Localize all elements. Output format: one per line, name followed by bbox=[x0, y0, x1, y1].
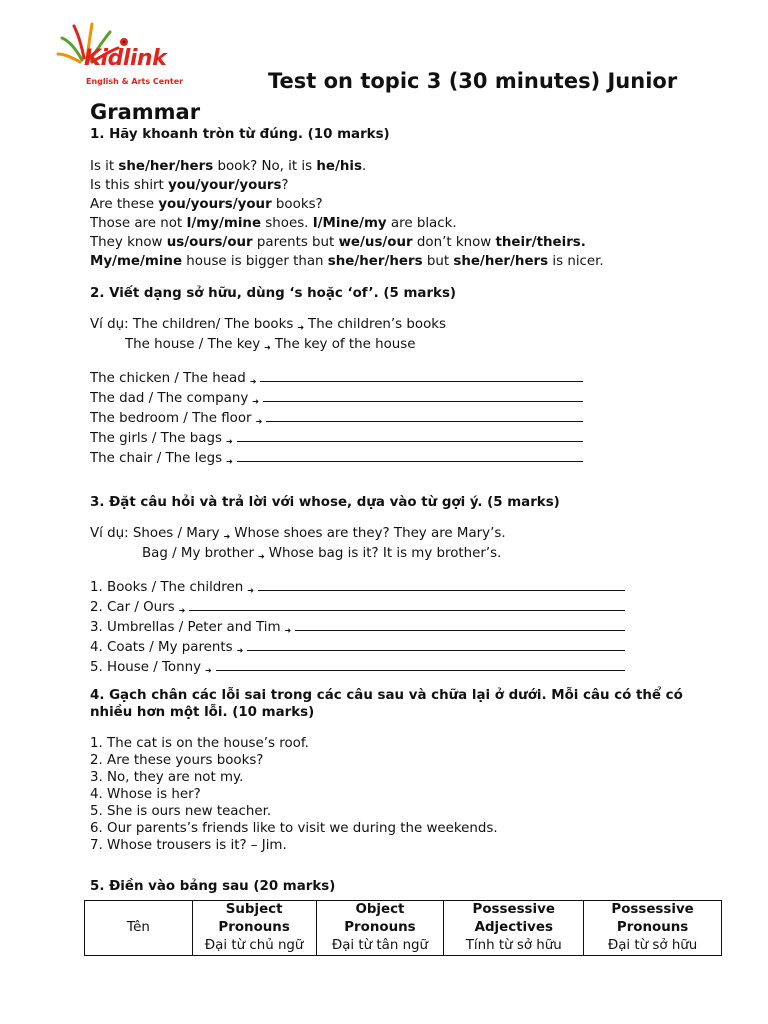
answer-blank[interactable] bbox=[247, 640, 624, 651]
exercise-item bbox=[90, 579, 730, 599]
section5-title: 5. Điền vào bảng sau (20 marks) bbox=[90, 879, 336, 894]
choice-options: she/her/hers bbox=[327, 254, 423, 269]
exercise-item bbox=[90, 659, 730, 679]
arrow-right-icon: ➜ bbox=[247, 586, 254, 595]
example-answer: Whose bag is it? It is my brother’s. bbox=[268, 546, 502, 561]
page-title: Test on topic 3 (30 minutes) Junior bbox=[268, 69, 678, 93]
section2-items bbox=[90, 370, 730, 470]
item-prompt: The chair / The legs bbox=[90, 451, 223, 466]
sentence-text: ? bbox=[281, 178, 289, 193]
sentence-text: don’t know bbox=[412, 235, 496, 250]
item-prompt: 3. Umbrellas / Peter and Tim bbox=[90, 620, 281, 635]
header-text: Tính từ sở hữu bbox=[465, 938, 562, 953]
example-prompt: Bag / My brother bbox=[142, 546, 255, 561]
example-prompt: The house / The key bbox=[125, 337, 261, 352]
sentence-text: Those are not bbox=[90, 216, 187, 231]
table-header-cell: Tên bbox=[85, 901, 193, 956]
choice-options: she/her/hers bbox=[118, 159, 214, 174]
section1-title: 1. Hãy khoanh tròn từ đúng. (10 marks) bbox=[90, 127, 390, 142]
choice-options: you/your/yours bbox=[168, 178, 282, 193]
answer-blank[interactable] bbox=[266, 411, 582, 422]
answer-blank[interactable] bbox=[263, 391, 583, 402]
table-header-cell bbox=[444, 901, 584, 956]
exercise-item bbox=[90, 410, 730, 430]
arrow-right-icon: ➜ bbox=[226, 457, 233, 466]
arrow-right-icon: ➜ bbox=[249, 377, 257, 386]
pronoun-table-header-row bbox=[85, 901, 722, 956]
choice-options: My/me/mine bbox=[90, 254, 183, 269]
error-sentence: 5. She is ours new teacher. bbox=[90, 804, 272, 819]
answer-blank[interactable] bbox=[216, 660, 625, 671]
item-prompt: The girls / The bags bbox=[90, 431, 222, 446]
item-prompt: 2. Car / Ours bbox=[90, 600, 175, 615]
sentence-text: book? No, it is bbox=[213, 159, 317, 174]
item-prompt: The chicken / The head bbox=[90, 371, 246, 386]
example-answer: Whose shoes are they? They are Mary’s. bbox=[234, 526, 506, 541]
error-sentence: 1. The cat is on the house’s roof. bbox=[90, 736, 309, 751]
section2-title: 2. Viết dạng sở hữu, dùng ‘s hoặc ‘of’. (5 marks) bbox=[90, 286, 457, 301]
choice-options: she/her/hers bbox=[453, 254, 549, 269]
item-prompt: 1. Books / The children bbox=[90, 580, 244, 595]
header-text: Đại từ chủ ngữ bbox=[204, 938, 304, 953]
page-heading: Grammar bbox=[90, 100, 201, 124]
pronoun-table bbox=[84, 900, 722, 956]
choice-options: their/theirs. bbox=[495, 235, 586, 250]
choice-options: you/yours/your bbox=[158, 197, 272, 212]
arrow-right-icon: ➜ bbox=[297, 323, 305, 332]
arrow-right-icon: ➜ bbox=[258, 552, 265, 561]
section3-example2 bbox=[90, 545, 730, 565]
answer-blank[interactable] bbox=[295, 620, 624, 631]
exercise-line bbox=[90, 176, 730, 195]
arrow-right-icon: ➜ bbox=[225, 437, 233, 446]
answer-blank[interactable] bbox=[258, 580, 625, 591]
sentence-text: house is bigger than bbox=[182, 254, 328, 269]
error-sentence: 7. Whose trousers is it? – Jim. bbox=[90, 838, 287, 853]
choice-options: I/Mine/my bbox=[312, 216, 387, 231]
section3-title: 3. Đặt câu hỏi và trả lời với whose, dựa vào từ gợi ý. (5 marks) bbox=[90, 495, 560, 510]
choice-options: us/ours/our bbox=[166, 235, 253, 250]
arrow-right-icon: ➜ bbox=[223, 532, 231, 541]
sentence-text: They know bbox=[90, 235, 167, 250]
header-text: Pronouns bbox=[616, 920, 689, 935]
sentence-text: . bbox=[361, 159, 367, 174]
section3-items bbox=[90, 579, 730, 679]
exercise-item bbox=[90, 599, 730, 619]
exercise-item bbox=[90, 639, 730, 659]
table-header-cell bbox=[584, 901, 722, 956]
arrow-right-icon: ➜ bbox=[284, 626, 292, 635]
answer-blank[interactable] bbox=[189, 600, 624, 611]
arrow-right-icon: ➜ bbox=[205, 666, 212, 675]
section4-title: 4. Gạch chân các lỗi sai trong các câu sau và chữa lại ở dưới. Mỗi câu có thể có nhiều hơn một lỗi. (10 marks) bbox=[90, 688, 683, 720]
header-text: Adjectives bbox=[474, 920, 553, 935]
sentence-text: Is it bbox=[90, 159, 119, 174]
arrow-right-icon: ➜ bbox=[178, 606, 186, 615]
exercise-item bbox=[90, 390, 730, 410]
arrow-right-icon: ➜ bbox=[255, 417, 263, 426]
choice-options: he/his bbox=[316, 159, 362, 174]
item-prompt: 4. Coats / My parents bbox=[90, 640, 233, 655]
choice-options: I/my/mine bbox=[186, 216, 262, 231]
item-prompt: The dad / The company bbox=[90, 391, 249, 406]
brand-subtitle: English & Arts Center bbox=[86, 77, 184, 86]
sentence-text: books? bbox=[271, 197, 323, 212]
section3-example1 bbox=[90, 525, 730, 545]
header-text: Đại từ sở hữu bbox=[607, 938, 698, 953]
brand-name: Kidlink bbox=[84, 46, 167, 71]
sentence-text: parents but bbox=[252, 235, 339, 250]
answer-blank[interactable] bbox=[237, 451, 583, 462]
sentence-text: but bbox=[422, 254, 454, 269]
example-answer: The key of the house bbox=[274, 337, 416, 352]
arrow-right-icon: ➜ bbox=[252, 397, 259, 406]
example-answer: The children’s books bbox=[308, 317, 447, 332]
exercise-item bbox=[90, 450, 730, 470]
exercise-item bbox=[90, 430, 730, 450]
exercise-line bbox=[90, 214, 730, 233]
header-text: Subject bbox=[225, 902, 283, 917]
section2-example1 bbox=[90, 316, 730, 336]
exercise-line bbox=[90, 195, 730, 214]
sentence-text: shoes. bbox=[261, 216, 313, 231]
choice-options: we/us/our bbox=[338, 235, 413, 250]
exercise-line bbox=[90, 157, 730, 176]
item-prompt: 5. House / Tonny bbox=[90, 660, 202, 675]
sentence-text: is nicer. bbox=[548, 254, 604, 269]
item-prompt: The bedroom / The floor bbox=[90, 411, 252, 426]
section4-items bbox=[90, 735, 730, 854]
exercise-line bbox=[90, 252, 730, 271]
header-text: Possessive bbox=[611, 902, 694, 917]
header-text: Đại từ tân ngữ bbox=[331, 938, 429, 953]
table-header-cell bbox=[316, 901, 444, 956]
answer-blank[interactable] bbox=[260, 371, 582, 382]
example-prompt: Ví dụ: Shoes / Mary bbox=[90, 526, 220, 541]
header-text: Object bbox=[355, 902, 405, 917]
error-sentence: 6. Our parents’s friends like to visit we during the weekends. bbox=[90, 821, 498, 836]
header-text: Possessive bbox=[472, 902, 555, 917]
error-sentence: 4. Whose is her? bbox=[90, 787, 201, 802]
section2-example2 bbox=[90, 336, 730, 356]
arrow-right-icon: ➜ bbox=[264, 343, 271, 352]
sentence-text: Are these bbox=[90, 197, 159, 212]
table-header-cell bbox=[192, 901, 316, 956]
sentence-text: Is this shirt bbox=[90, 178, 169, 193]
exercise-item bbox=[90, 370, 730, 390]
error-sentence: 2. Are these yours books? bbox=[90, 753, 264, 768]
answer-blank[interactable] bbox=[237, 431, 583, 442]
test-content bbox=[90, 126, 730, 895]
header-text: Pronouns bbox=[344, 920, 416, 935]
section1-lines bbox=[90, 157, 730, 271]
error-sentence: 3. No, they are not my. bbox=[90, 770, 244, 785]
exercise-item bbox=[90, 619, 730, 639]
example-prompt: Ví dụ: The children/ The books bbox=[90, 317, 294, 332]
arrow-right-icon: ➜ bbox=[236, 646, 244, 655]
exercise-line bbox=[90, 233, 730, 252]
sentence-text: are black. bbox=[386, 216, 457, 231]
header-text: Pronouns bbox=[218, 920, 290, 935]
